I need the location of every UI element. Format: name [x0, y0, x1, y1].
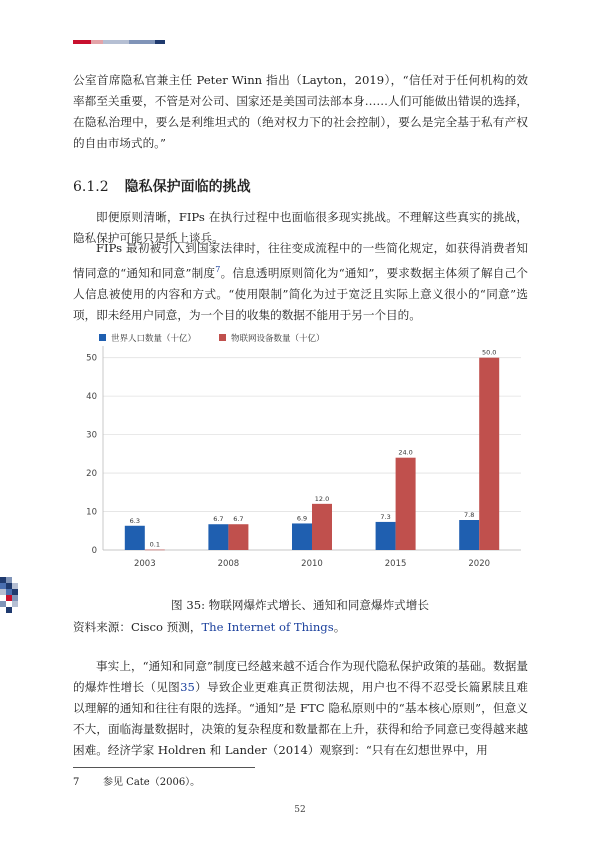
bar-population [376, 522, 396, 550]
data-label: 7.3 [380, 512, 391, 521]
bar-chart [73, 322, 528, 582]
paragraph-3-text-a: FIPs 最初被引入到国家法律时，往往变成流程中的一些简化规定，如获得消费者知情同意的“通知和同意”制度 [73, 241, 528, 280]
bar-seg-2 [91, 40, 103, 44]
footnote [73, 773, 200, 788]
paragraph-3-text-b: 。信息透明原则简化为“通知”，要求数据主体须了解自己个人信息被使用的内容和方式。“使用限制”简化为过于宽泛且实际上意义很小的“同意”选项，即未经用户同意，为一个目的收集的数据不能用于另一个目的。 [73, 265, 529, 322]
side-decor-blocks [0, 577, 22, 617]
bar-population [292, 523, 312, 550]
legend-swatch-iot [219, 334, 226, 341]
x-tick-label: 2003 [133, 559, 156, 569]
section-title: 隐私保护面临的挑战 [124, 179, 251, 195]
bar-population [208, 524, 228, 550]
figure-caption: 图 35: 物联网爆炸式增长、通知和同意爆炸式增长 [171, 598, 429, 612]
bar-population [125, 526, 145, 550]
paragraph-4-text-a: 事实上，“通知和同意”制度已经越来越不适合作为现代隐私保护政策的基础。数据量的爆炸性增长（见图 [73, 659, 528, 694]
paragraph-1: 公室首席隐私官兼主任 Peter Winn 指出（Layton，2019），“信任对于任何机构的效率都至关重要，不管是对公司、国家还是美国司法部本身……人们可能做出错误的选择，在隐私治理中，要么是利维坦式的（绝对权力下的社会控制），要么是完全基于私有产权的自由市场式的。” [73, 73, 528, 150]
data-label: 12.0 [314, 494, 330, 503]
bar-seg-4 [129, 40, 155, 44]
footnote-text: 参见 Cate（2006）。 [103, 777, 201, 788]
source-end: 。 [333, 620, 346, 634]
data-label: 50.0 [481, 348, 497, 357]
x-tick-label: 2010 [301, 559, 323, 569]
x-tick-label: 2015 [384, 559, 407, 569]
chart-legend [99, 333, 325, 344]
footnote-rule [73, 767, 255, 768]
bar-seg-3 [103, 40, 129, 44]
bar-iot [479, 358, 499, 550]
header-decor-bar [73, 40, 165, 44]
paragraph-4-text-b: ）导致企业更难真正贯彻法规，用户也不得不忍受长篇累牍且难以理解的通知和往往有限的选择。“通知”是 FTC 隐私原则中的“基本核心原则”，但意义不大，面临海量数据时，决策的复杂程度和数量都在上升，获得和给予同意已变得越来越困难。经济学家 Holdren 和 Lander（2014）观察到：“只有在幻想世界中，用 [73, 680, 528, 757]
data-label: 0.1 [149, 540, 160, 549]
data-label: 24.0 [398, 448, 413, 457]
data-label: 6.7 [233, 515, 244, 524]
legend-swatch-population [99, 334, 106, 341]
y-tick-label: 0 [91, 546, 97, 556]
data-label: 6.9 [296, 514, 308, 523]
y-tick-label: 10 [86, 507, 97, 518]
y-tick-label: 20 [86, 469, 97, 480]
page-number: 52 [294, 805, 306, 815]
data-label: 6.3 [129, 516, 140, 525]
data-label: 7.8 [464, 511, 475, 519]
bar-iot [312, 504, 332, 550]
bar-population [459, 520, 479, 550]
bar-seg-5 [155, 40, 165, 44]
y-tick-label: 50 [86, 353, 97, 364]
x-tick-label: 2008 [217, 559, 240, 569]
footnote-ref[interactable]: 7 [215, 265, 221, 274]
bar-seg-1 [73, 40, 91, 44]
section-number: 6.1.2 [73, 179, 109, 195]
source-label: 资料来源：Cisco 预测， [73, 620, 202, 634]
figure-source [73, 619, 345, 635]
paragraph-3 [73, 238, 528, 326]
y-tick-label: 40 [86, 392, 97, 403]
figure-ref-link[interactable]: 35 [180, 680, 195, 694]
source-link[interactable]: The Internet of Things [201, 620, 334, 634]
footnote-number: 7 [73, 777, 80, 788]
decor-block [12, 601, 18, 607]
x-tick-label: 2020 [468, 559, 491, 569]
legend-label-population: 世界人口数量（十亿） [111, 334, 197, 344]
chart-bars [125, 349, 499, 569]
paragraph-4 [73, 656, 528, 761]
section-heading [73, 176, 251, 196]
paragraph-2: 即便原则清晰，FIPs 在执行过程中也面临很多现实挑战。不理解这些真实的挑战，隐私保护可能只是纸上谈兵。 [73, 210, 528, 245]
bar-iot [145, 550, 165, 551]
y-tick-label: 30 [86, 430, 97, 441]
decor-block [6, 607, 12, 613]
bar-iot [228, 524, 248, 550]
data-label: 6.7 [213, 515, 224, 524]
bar-iot [396, 458, 416, 550]
legend-label-iot: 物联网设备数量（十亿） [231, 334, 325, 344]
